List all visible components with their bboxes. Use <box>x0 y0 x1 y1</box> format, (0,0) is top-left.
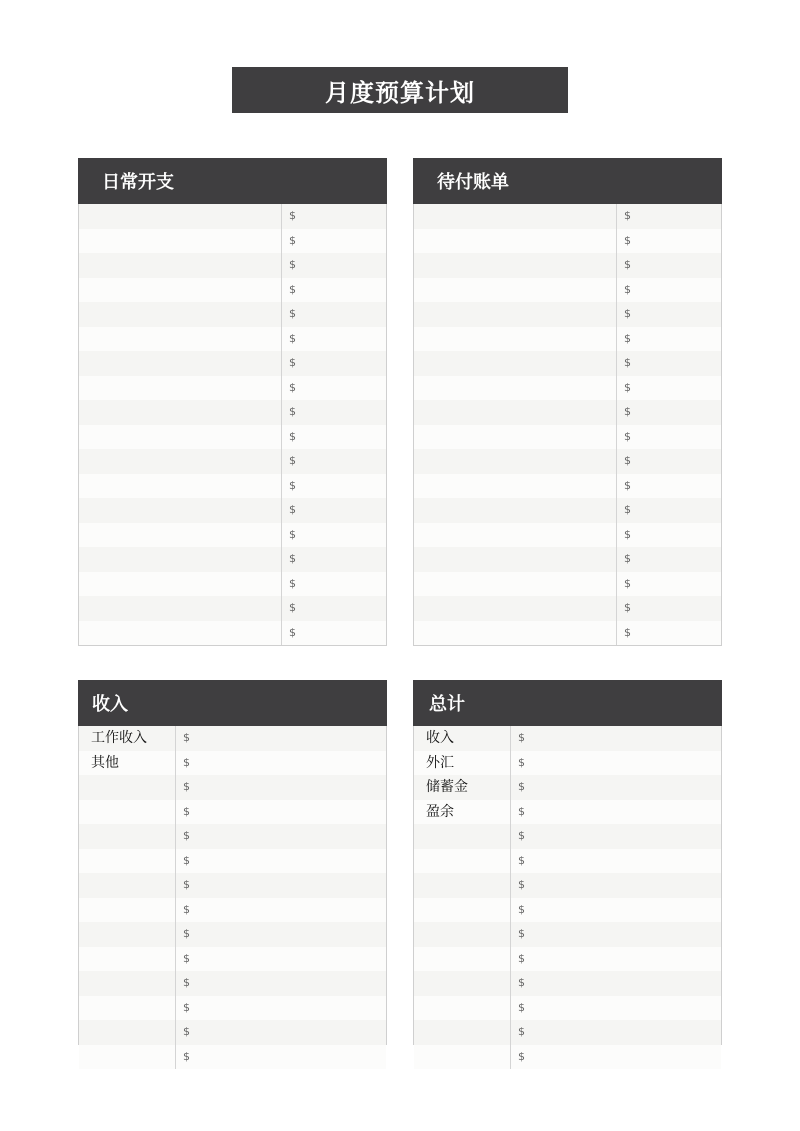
table-row <box>79 547 386 572</box>
row-label[interactable] <box>414 547 617 572</box>
table-row <box>414 726 721 751</box>
row-label[interactable]: 盈余 <box>414 800 511 825</box>
amount-field[interactable]: $ <box>624 380 631 394</box>
amount-field[interactable]: $ <box>518 780 525 793</box>
amount-field[interactable]: $ <box>518 878 525 891</box>
table-row <box>414 572 721 597</box>
amount-field[interactable]: $ <box>289 576 296 590</box>
row-label[interactable] <box>414 873 511 898</box>
row-label[interactable] <box>414 498 617 523</box>
row-label[interactable] <box>79 498 282 523</box>
amount-field[interactable]: $ <box>183 902 190 916</box>
totals-header <box>413 680 722 726</box>
row-label[interactable] <box>79 327 282 352</box>
table-row <box>414 849 721 874</box>
row-label[interactable] <box>79 824 176 849</box>
row-label[interactable] <box>79 204 282 229</box>
income-header <box>78 680 387 726</box>
table-row <box>414 204 721 229</box>
table-row <box>414 873 721 898</box>
table-row <box>79 253 386 278</box>
table-row <box>79 351 386 376</box>
amount-field[interactable]: $ <box>518 1049 525 1063</box>
row-label[interactable] <box>414 996 511 1021</box>
amount-field[interactable]: $ <box>624 625 631 639</box>
row-label[interactable] <box>79 775 176 800</box>
table-row <box>79 873 386 898</box>
amount-field[interactable]: $ <box>289 331 296 345</box>
table-row <box>414 498 721 523</box>
table-row <box>414 971 721 996</box>
daily-expenses-rows <box>79 204 386 645</box>
amount-field[interactable]: $ <box>183 731 190 744</box>
amount-field[interactable]: $ <box>183 829 190 842</box>
amount-field[interactable]: $ <box>624 209 631 222</box>
table-row <box>414 596 721 621</box>
table-row <box>414 898 721 923</box>
table-row <box>79 726 386 751</box>
row-label[interactable] <box>414 1045 511 1070</box>
amount-field[interactable]: $ <box>518 927 525 940</box>
amount-field[interactable]: $ <box>518 804 525 818</box>
totals-title: 总计 <box>429 694 465 715</box>
row-label[interactable] <box>79 947 176 972</box>
row-label[interactable] <box>79 572 282 597</box>
amount-field[interactable]: $ <box>183 780 190 793</box>
row-label[interactable] <box>414 898 511 923</box>
row-label[interactable] <box>414 621 617 646</box>
row-label[interactable] <box>414 947 511 972</box>
table-row <box>79 498 386 523</box>
row-label[interactable] <box>414 849 511 874</box>
amount-field[interactable]: $ <box>289 552 296 565</box>
income-title: 收入 <box>92 694 128 715</box>
table-row <box>79 922 386 947</box>
amount-field[interactable]: $ <box>183 927 190 940</box>
amount-field[interactable]: $ <box>183 1025 190 1038</box>
table-row <box>414 751 721 776</box>
table-row <box>414 376 721 401</box>
table-row <box>414 547 721 572</box>
row-label[interactable] <box>79 596 282 621</box>
amount-field[interactable]: $ <box>518 1025 525 1038</box>
row-label[interactable] <box>414 523 617 548</box>
table-row <box>414 621 721 646</box>
table-row <box>79 1020 386 1045</box>
row-label[interactable]: 工作收入 <box>79 726 176 751</box>
table-row <box>414 229 721 254</box>
daily-expenses-panel <box>78 158 387 646</box>
table-row <box>414 824 721 849</box>
bills-due-rows <box>414 204 721 645</box>
row-label[interactable] <box>79 523 282 548</box>
amount-field[interactable]: $ <box>183 878 190 891</box>
table-row <box>79 849 386 874</box>
amount-field[interactable]: $ <box>518 976 525 989</box>
table-row <box>79 1045 386 1070</box>
amount-field[interactable]: $ <box>183 976 190 989</box>
amount-field[interactable]: $ <box>289 625 296 639</box>
amount-field[interactable]: $ <box>624 454 631 467</box>
amount-field[interactable]: $ <box>289 282 296 296</box>
amount-field[interactable]: $ <box>624 307 631 320</box>
totals-panel <box>413 680 722 1063</box>
row-label[interactable] <box>79 1045 176 1070</box>
table-row <box>414 253 721 278</box>
amount-field[interactable]: $ <box>624 527 631 541</box>
table-row <box>414 523 721 548</box>
amount-field[interactable]: $ <box>624 601 631 614</box>
amount-field[interactable]: $ <box>289 503 296 516</box>
row-label[interactable] <box>414 400 617 425</box>
row-label[interactable] <box>79 425 282 450</box>
row-label[interactable] <box>414 302 617 327</box>
table-row <box>414 1020 721 1045</box>
amount-field[interactable]: $ <box>289 209 296 222</box>
amount-field[interactable]: $ <box>624 258 631 271</box>
amount-field[interactable]: $ <box>183 804 190 818</box>
row-label[interactable] <box>414 971 511 996</box>
amount-field[interactable]: $ <box>183 951 190 965</box>
amount-field[interactable]: $ <box>289 258 296 271</box>
row-label[interactable] <box>79 449 282 474</box>
table-row <box>79 376 386 401</box>
amount-field[interactable]: $ <box>624 503 631 516</box>
table-row <box>79 229 386 254</box>
amount-field[interactable]: $ <box>624 233 631 247</box>
bills-due-panel <box>413 158 722 646</box>
table-row <box>79 425 386 450</box>
table-row <box>79 751 386 776</box>
amount-field[interactable]: $ <box>624 282 631 296</box>
amount-field[interactable]: $ <box>183 853 190 867</box>
row-label[interactable] <box>79 922 176 947</box>
amount-field[interactable]: $ <box>624 576 631 590</box>
row-label[interactable]: 收入 <box>414 726 511 751</box>
table-row <box>414 775 721 800</box>
row-label[interactable] <box>414 425 617 450</box>
table-row <box>414 922 721 947</box>
row-label[interactable] <box>79 278 282 303</box>
row-label[interactable] <box>79 376 282 401</box>
amount-field[interactable]: $ <box>518 731 525 744</box>
table-row <box>414 947 721 972</box>
row-label[interactable] <box>414 1020 511 1045</box>
bills-due-title: 待付账单 <box>437 172 509 193</box>
amount-field[interactable]: $ <box>289 380 296 394</box>
amount-field[interactable]: $ <box>289 307 296 320</box>
table-row <box>79 996 386 1021</box>
row-label[interactable] <box>79 898 176 923</box>
table-row <box>414 425 721 450</box>
amount-field[interactable]: $ <box>518 755 525 769</box>
table-row <box>79 400 386 425</box>
amount-field[interactable]: $ <box>183 1000 190 1014</box>
amount-field[interactable]: $ <box>289 527 296 541</box>
page-title: 月度预算计划 <box>232 67 568 113</box>
row-label[interactable] <box>414 572 617 597</box>
row-label[interactable] <box>414 824 511 849</box>
amount-field[interactable]: $ <box>518 829 525 842</box>
income-panel <box>78 680 387 1063</box>
row-label[interactable] <box>414 922 511 947</box>
row-label[interactable] <box>79 229 282 254</box>
table-row <box>79 596 386 621</box>
table-row <box>414 327 721 352</box>
table-row <box>79 898 386 923</box>
row-label[interactable] <box>79 1020 176 1045</box>
amount-field[interactable]: $ <box>624 356 631 369</box>
row-label[interactable] <box>79 971 176 996</box>
table-row <box>79 572 386 597</box>
table-row <box>414 996 721 1021</box>
amount-field[interactable]: $ <box>624 552 631 565</box>
amount-field[interactable]: $ <box>624 331 631 345</box>
table-row <box>414 302 721 327</box>
row-label[interactable] <box>414 449 617 474</box>
amount-field[interactable]: $ <box>183 755 190 769</box>
table-row <box>79 474 386 499</box>
table-row <box>79 947 386 972</box>
totals-rows <box>414 726 721 1069</box>
row-label[interactable] <box>79 621 282 646</box>
row-label[interactable] <box>414 253 617 278</box>
row-label[interactable] <box>79 302 282 327</box>
row-label[interactable] <box>79 253 282 278</box>
row-label[interactable] <box>414 596 617 621</box>
amount-field[interactable]: $ <box>624 405 631 418</box>
amount-field[interactable]: $ <box>289 429 296 443</box>
amount-field[interactable]: $ <box>289 454 296 467</box>
table-row <box>414 800 721 825</box>
row-label[interactable] <box>414 351 617 376</box>
table-row <box>79 621 386 646</box>
amount-field[interactable]: $ <box>624 429 631 443</box>
table-row <box>79 327 386 352</box>
table-row <box>414 449 721 474</box>
row-label[interactable] <box>79 800 176 825</box>
row-label[interactable] <box>414 278 617 303</box>
amount-field[interactable]: $ <box>289 601 296 614</box>
table-row <box>79 449 386 474</box>
amount-field[interactable]: $ <box>183 1049 190 1063</box>
row-label[interactable]: 其他 <box>79 751 176 776</box>
row-label[interactable] <box>414 229 617 254</box>
amount-field[interactable]: $ <box>289 233 296 247</box>
amount-field[interactable]: $ <box>518 853 525 867</box>
table-row <box>414 400 721 425</box>
table-row <box>414 278 721 303</box>
row-label[interactable]: 外汇 <box>414 751 511 776</box>
row-label[interactable] <box>79 547 282 572</box>
row-label[interactable] <box>79 849 176 874</box>
row-label[interactable] <box>414 474 617 499</box>
amount-field[interactable]: $ <box>289 478 296 492</box>
table-row <box>414 351 721 376</box>
amount-field[interactable]: $ <box>518 902 525 916</box>
bills-due-header <box>413 158 722 204</box>
row-label[interactable] <box>79 474 282 499</box>
amount-field[interactable]: $ <box>518 951 525 965</box>
amount-field[interactable]: $ <box>289 405 296 418</box>
row-label[interactable] <box>79 351 282 376</box>
row-label[interactable] <box>79 873 176 898</box>
row-label[interactable] <box>79 400 282 425</box>
table-row <box>79 302 386 327</box>
table-row <box>414 474 721 499</box>
amount-field[interactable]: $ <box>289 356 296 369</box>
table-row <box>79 775 386 800</box>
table-row <box>79 278 386 303</box>
income-rows <box>79 726 386 1069</box>
table-row <box>79 523 386 548</box>
row-label[interactable] <box>414 204 617 229</box>
daily-expenses-header <box>78 158 387 204</box>
table-row <box>79 824 386 849</box>
daily-expenses-title: 日常开支 <box>102 172 174 193</box>
table-row <box>79 204 386 229</box>
table-row <box>414 1045 721 1070</box>
table-row <box>79 800 386 825</box>
amount-field[interactable]: $ <box>624 478 631 492</box>
row-label[interactable] <box>79 996 176 1021</box>
table-row <box>79 971 386 996</box>
row-label[interactable]: 储蓄金 <box>414 775 511 800</box>
row-label[interactable] <box>414 327 617 352</box>
row-label[interactable] <box>414 376 617 401</box>
amount-field[interactable]: $ <box>518 1000 525 1014</box>
